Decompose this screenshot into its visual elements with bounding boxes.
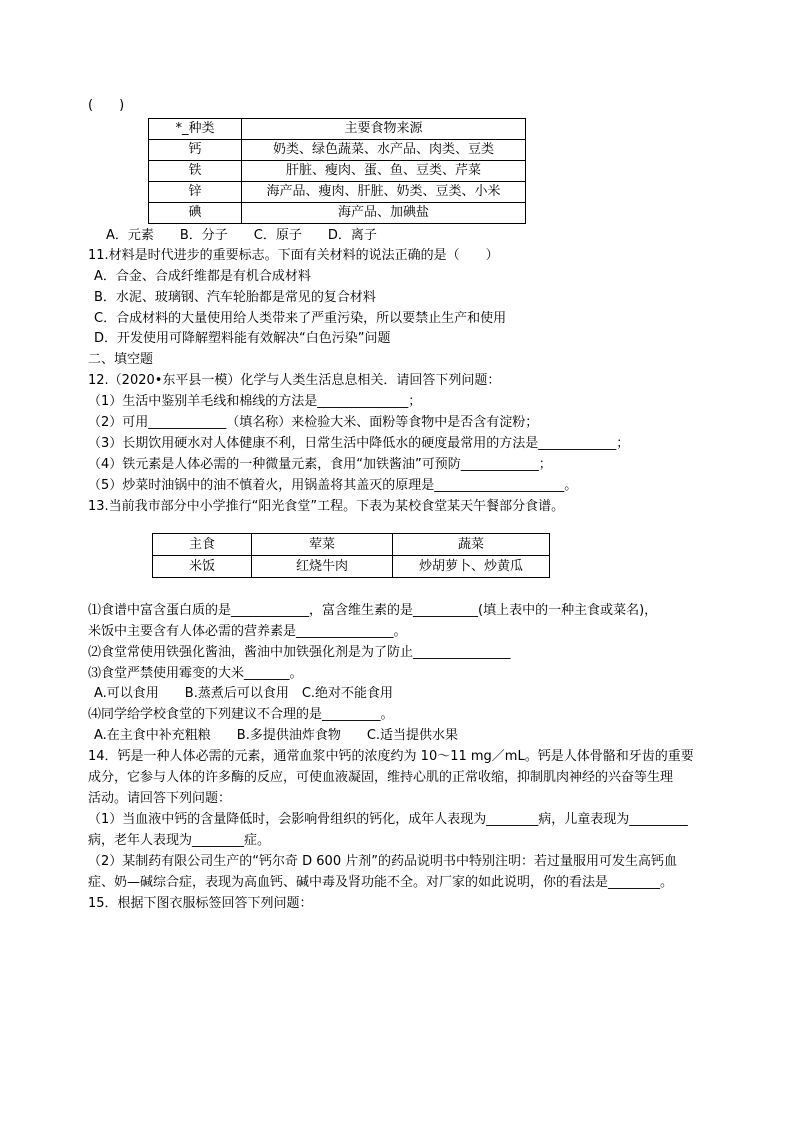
q14-part-2-cont: 症、奶—碱综合症，表现为高血钙、碱中毒及肾功能不全。对厂家的如此说明，你的看法是________。 [88, 875, 674, 890]
table-cell: 奶类、绿色蔬菜、水产品、肉类、豆类 [242, 140, 526, 161]
q14-text-line-1: 14．钙是一种人体必需的元素，通常血浆中钙的浓度约为 10～11 mg／mL。钙是人体骨骼和牙齿的重要 [88, 749, 694, 764]
table-row [149, 182, 526, 203]
q10-options: A．元素 B．分子 C．原子 D．离子 [106, 228, 377, 243]
q12-part-2: （2）可用____________（填名称）来检验大米、面粉等食物中是否含有淀粉； [88, 415, 539, 430]
q14-text-line-2: 成分，它参与人体的许多酶的反应，可使血液凝固，维持心肌的正常收缩，抑制肌肉神经的兴奋等生理 [88, 770, 674, 785]
table-cell: 肝脏、瘦肉、蛋、鱼、豆类、芹菜 [242, 161, 526, 182]
q12-part-3: （3）长期饮用硬水对人体健康不利，日常生活中降低水的硬度最常用的方法是____________； [88, 436, 630, 451]
q12-part-5: （5）炒菜时油锅中的油不慎着火，用锅盖将其盖灭的原理是____________________。 [88, 478, 578, 493]
q11-option-c: C．合成材料的大量使用给人类带来了严重污染，所以要禁止生产和使用 [94, 311, 507, 326]
q11-option-a: A．合金、合成纤维都是有机合成材料 [94, 269, 311, 284]
section-heading-fill-in: 二、填空题 [88, 352, 154, 367]
table-header-cell: 主食 [153, 534, 252, 556]
q14-part-1-cont: 病，老年人表现为________症。 [88, 833, 271, 848]
q14-text-line-3: 活动。请回答下列问题： [88, 791, 232, 806]
q13-part-1: ⑴食谱中富含蛋白质的是____________，富含维生素的是__________(填上表中的一种主食或菜名)， [88, 603, 658, 618]
table-row [153, 556, 550, 578]
q13-part-3-options: A.可以食用 B.蒸煮后可以食用 C.绝对不能食用 [94, 686, 394, 701]
table-cell: 铁 [149, 161, 242, 182]
table-header-cell: 蔬菜 [393, 534, 550, 556]
q11-option-d: D．开发使用可降解塑料能有效解决“白色污染”问题 [94, 331, 391, 346]
q14-part-2: （2）某制药有限公司生产的“钙尔奇 D 600 片剂”的药品说明书中特别注明：若过量服用可发生高钙血 [88, 854, 677, 869]
table-row [153, 534, 550, 556]
table-header-cell: 主要食物来源 [242, 119, 526, 140]
q13-part-1-cont: 米饭中主要含有人体必需的营养素是_______________。 [88, 624, 407, 639]
table-header-cell: 荤菜 [252, 534, 393, 556]
q13-part-2: ⑵食堂常使用铁强化酱油，酱油中加铁强化剂是为了防止_______________ [88, 645, 511, 660]
table-cell: 米饭 [153, 556, 252, 578]
q13-part-3: ⑶食堂严禁使用霉变的大米_______。 [88, 666, 303, 681]
q13-stem: 13.当前我市部分中小学推行“阳光食堂”工程。下表为某校食堂某天午餐部分食谱。 [88, 499, 565, 514]
q13-part-4-options: A.在主食中补充粗粮 B.多提供油炸食物 C.适当提供水果 [94, 728, 459, 743]
table-row [149, 203, 526, 224]
table-cell: 炒胡萝卜、炒黄瓜 [393, 556, 550, 578]
table-cell: 碘 [149, 203, 242, 224]
table-cell: 钙 [149, 140, 242, 161]
q11-stem: 11.材料是时代进步的重要标志。下面有关材料的说法正确的是（ ） [88, 248, 499, 263]
table-cell: 海产品、加碘盐 [242, 203, 526, 224]
q14-part-1: （1）当血液中钙的含量降低时，会影响骨组织的钙化，成年人表现为________病，儿童表现为_________ [88, 812, 688, 827]
q10-answer-paren: ( ) [88, 98, 125, 113]
q12-part-1: （1）生活中鉴别羊毛线和棉线的方法是______________； [88, 394, 422, 409]
q15-stem: 15．根据下图衣服标签回答下列问题： [88, 896, 313, 911]
table-row [149, 140, 526, 161]
table-cell: 海产品、瘦肉、肝脏、奶类、豆类、小米 [242, 182, 526, 203]
q12-part-4: （4）铁元素是人体必需的一种微量元素，食用“加铁酱油”可预防____________； [88, 457, 552, 472]
table-cell: 锌 [149, 182, 242, 203]
q10-element-table [148, 118, 526, 224]
table-row [149, 161, 526, 182]
q13-part-4: ⑷同学给学校食堂的下列建议不合理的是_________。 [88, 707, 394, 722]
q13-menu-table [152, 533, 550, 578]
q11-option-b: B．水泥、玻璃钢、汽车轮胎都是常见的复合材料 [94, 290, 376, 305]
table-cell: 红烧牛肉 [252, 556, 393, 578]
table-header-cell: *_种类 [149, 119, 242, 140]
table-row [149, 119, 526, 140]
q12-stem: 12.（2020•东平县一模）化学与人类生活息息相关．请回答下列问题： [88, 373, 501, 388]
